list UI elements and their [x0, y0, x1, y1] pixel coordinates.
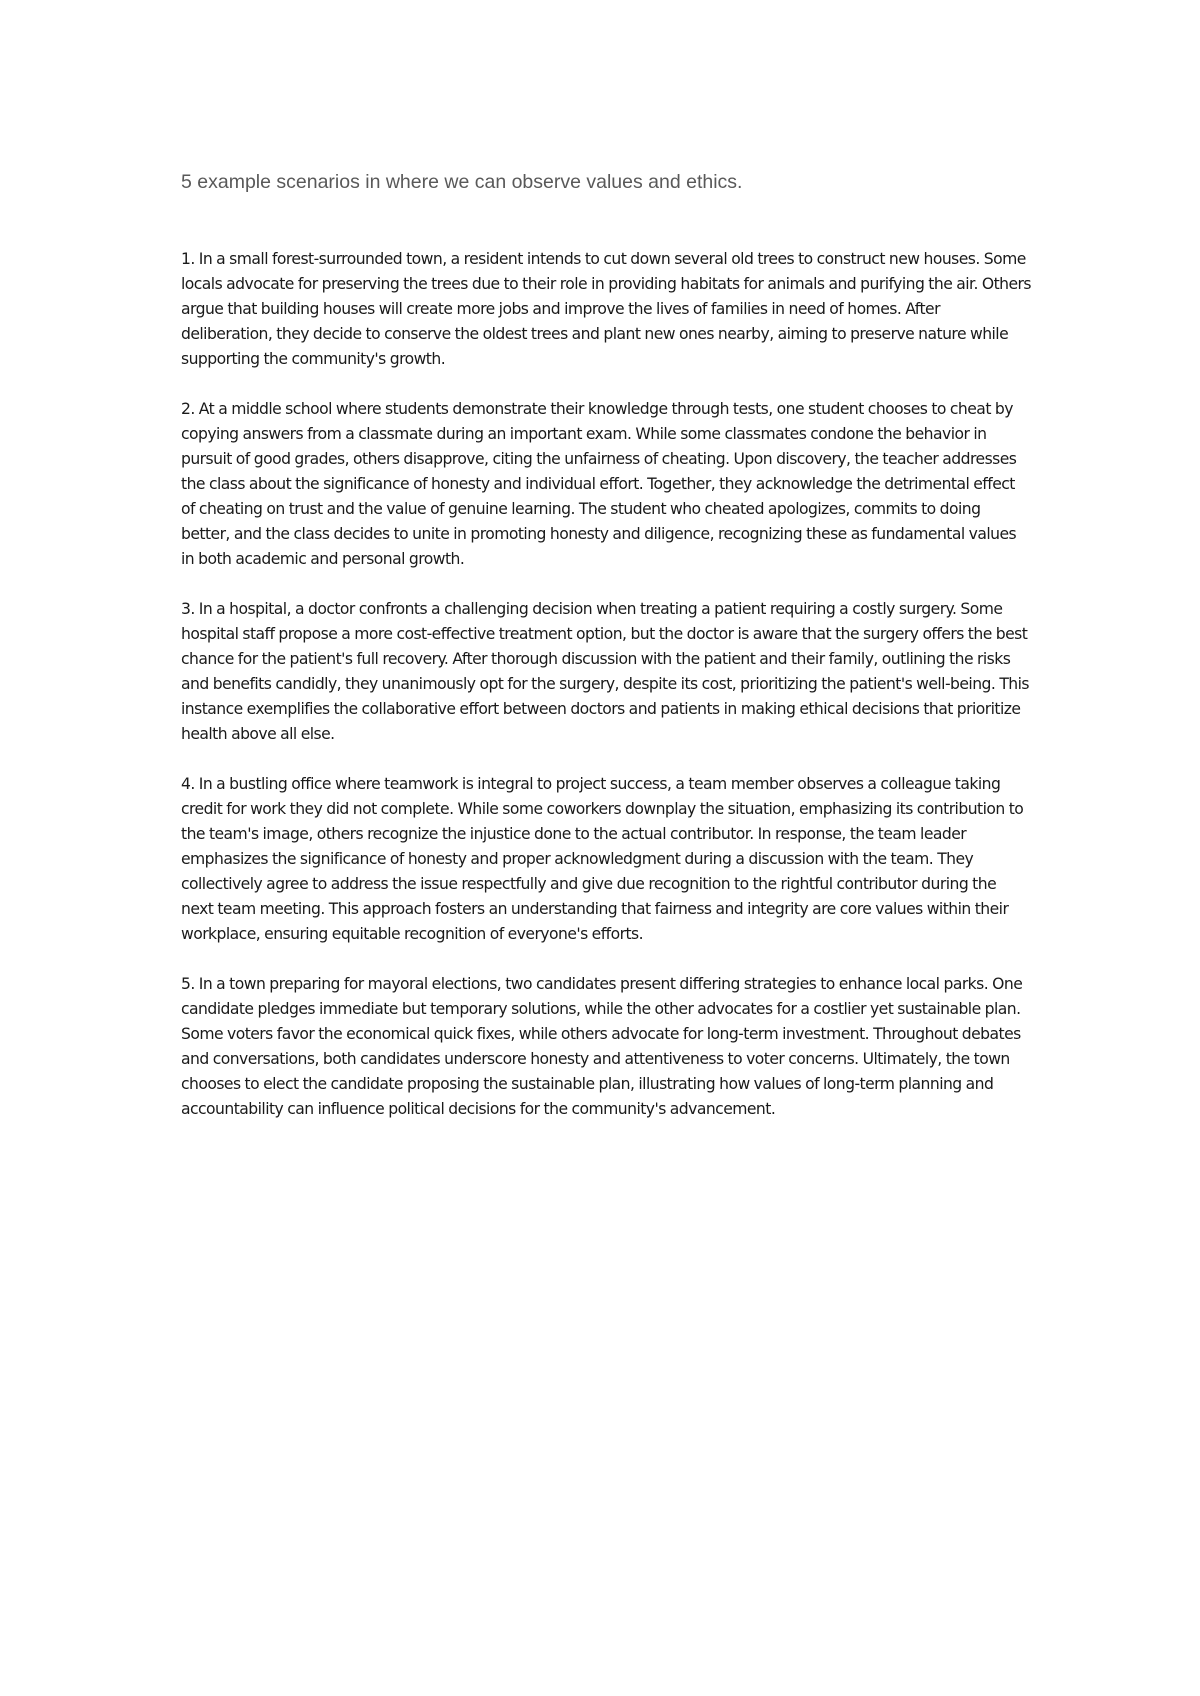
- document-body: [181, 247, 1031, 1147]
- scenario-paragraph-5: 5. In a town preparing for mayoral elections, two candidates present differing strategies to enhance local parks. One candidate pledges immediate but temporary solutions, while the other advocates for a costlier yet sustainable plan. Some voters favor the economical quick fixes, while others advocate for long-term investment. Throughout debates and conversations, both candidates underscore honesty and attentiveness to voter concerns. Ultimately, the town chooses to elect the candidate proposing the sustainable plan, illustrating how values of long-term planning and accountability can influence political decisions for the community's advancement.: [181, 975, 1023, 1118]
- scenario-paragraph-1: 1. In a small forest-surrounded town, a resident intends to cut down several old trees to construct new houses. Some locals advocate for preserving the trees due to their role in providing habitats for animals and purifying the air. Others argue that building houses will create more jobs and improve the lives of families in need of homes. After deliberation, they decide to conserve the oldest trees and plant new ones nearby, aiming to preserve nature while supporting the community's growth.: [181, 250, 1031, 368]
- scenario-paragraph-4: 4. In a bustling office where teamwork is integral to project success, a team member observes a colleague taking credit for work they did not complete. While some coworkers downplay the situation, emphasizing its contribution to the team's image, others recognize the injustice done to the actual contributor. In response, the team leader emphasizes the significance of honesty and proper acknowledgment during a discussion with the team. They collectively agree to address the issue respectfully and give due recognition to the rightful contributor during the next team meeting. This approach fosters an understanding that fairness and integrity are core values within their workplace, ensuring equitable recognition of everyone's efforts.: [181, 775, 1024, 943]
- scenario-paragraph-2: 2. At a middle school where students demonstrate their knowledge through tests, one student chooses to cheat by copying answers from a classmate during an important exam. While some classmates condone the behavior in pursuit of good grades, others disapprove, citing the unfairness of cheating. Upon discovery, the teacher addresses the class about the significance of honesty and individual effort. Together, they acknowledge the detrimental effect of cheating on trust and the value of genuine learning. The student who cheated apologizes, commits to doing better, and the class decides to unite in promoting honesty and diligence, recognizing these as fundamental values in both academic and personal growth.: [181, 400, 1017, 568]
- scenario-paragraph-3: 3. In a hospital, a doctor confronts a challenging decision when treating a patient requiring a costly surgery. Some hospital staff propose a more cost-effective treatment option, but the doctor is aware that the surgery offers the best chance for the patient's full recovery. After thorough discussion with the patient and their family, outlining the risks and benefits candidly, they unanimously opt for the surgery, despite its cost, prioritizing the patient's well-being. This instance exemplifies the collaborative effort between doctors and patients in making ethical decisions that prioritize health above all else.: [181, 600, 1029, 743]
- document-title: 5 example scenarios in where we can observe values and ethics.: [181, 171, 743, 193]
